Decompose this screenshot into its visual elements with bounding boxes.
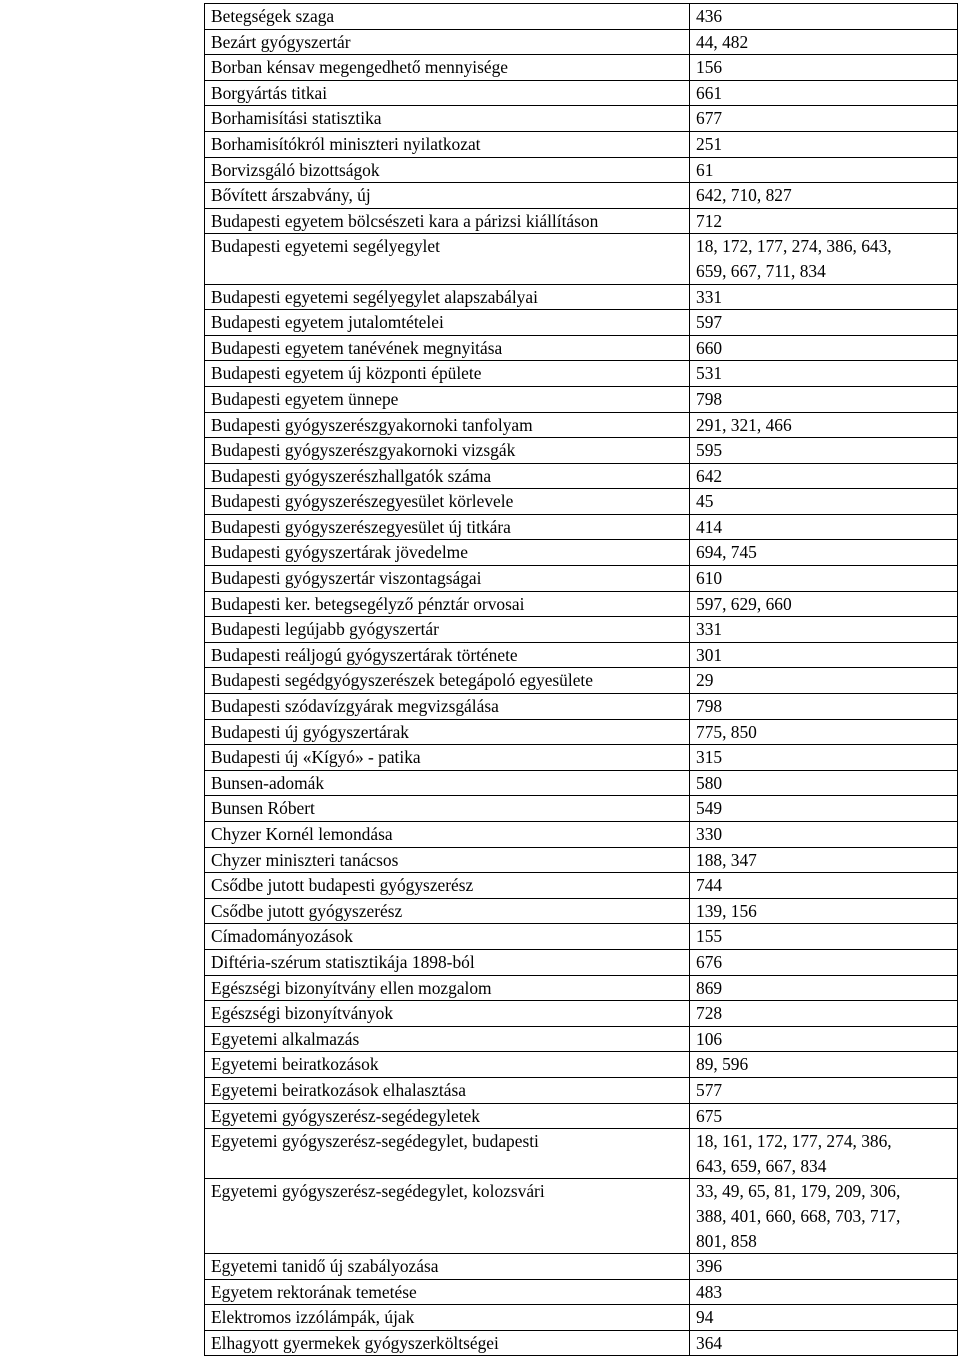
table-row: [205, 412, 958, 438]
page-references: 139, 156: [690, 898, 958, 924]
index-term: Csődbe jutott budapesti gyógyszerész: [205, 873, 690, 899]
index-term: Csődbe jutott gyógyszerész: [205, 898, 690, 924]
index-term: Bővített árszabvány, új: [205, 183, 690, 209]
page-references: 642: [690, 463, 958, 489]
page-references: 33, 49, 65, 81, 179, 209, 306, 388, 401, 660, 668, 703, 717, 801, 858: [690, 1179, 958, 1254]
index-term: Egyetemi gyógyszerész-segédegylet, kolozsvári: [205, 1179, 690, 1254]
index-table: [204, 3, 958, 1356]
table-row: [205, 4, 958, 30]
page-references: 677: [690, 106, 958, 132]
index-term: Borhamisítási statisztika: [205, 106, 690, 132]
index-term: Bezárt gyógyszertár: [205, 29, 690, 55]
index-term: Chyzer miniszteri tanácsos: [205, 847, 690, 873]
page-references: 610: [690, 566, 958, 592]
table-row: [205, 591, 958, 617]
index-term: Egyetemi gyógyszerész-segédegyletek: [205, 1103, 690, 1129]
page-references: 642, 710, 827: [690, 183, 958, 209]
table-row: [205, 796, 958, 822]
page-references: 396: [690, 1254, 958, 1280]
page-references: 291, 321, 466: [690, 412, 958, 438]
page-references: 597: [690, 310, 958, 336]
page-references: 694, 745: [690, 540, 958, 566]
index-term: Budapesti egyetemi segélyegylet alapszabályai: [205, 284, 690, 310]
page-references: 660: [690, 335, 958, 361]
table-row: [205, 1330, 958, 1356]
index-term: Borgyártás titkai: [205, 80, 690, 106]
table-row: [205, 566, 958, 592]
index-term: Budapesti legújabb gyógyszertár: [205, 617, 690, 643]
index-term: Budapesti szódavízgyárak megvizsgálása: [205, 694, 690, 720]
page-references: 45: [690, 489, 958, 515]
index-term: Budapesti egyetem ünnepe: [205, 386, 690, 412]
page-references: 331: [690, 284, 958, 310]
table-row: [205, 694, 958, 720]
table-row: [205, 157, 958, 183]
table-row: [205, 770, 958, 796]
table-row: [205, 489, 958, 515]
table-row: [205, 1129, 958, 1179]
page-references: 331: [690, 617, 958, 643]
index-term: Budapesti egyetem jutalomtételei: [205, 310, 690, 336]
table-row: [205, 1279, 958, 1305]
table-row: [205, 924, 958, 950]
index-body: [205, 4, 958, 1356]
table-row: [205, 131, 958, 157]
index-term: Budapesti egyetem bölcsészeti kara a párizsi kiállításon: [205, 208, 690, 234]
index-term: Budapesti gyógyszerészegyesület körlevele: [205, 489, 690, 515]
table-row: [205, 1077, 958, 1103]
page-references: 595: [690, 438, 958, 464]
index-term: Budapesti gyógyszertár viszontagságai: [205, 566, 690, 592]
table-row: [205, 975, 958, 1001]
page-references: 188, 347: [690, 847, 958, 873]
page-references: 577: [690, 1077, 958, 1103]
index-term: Budapesti gyógyszerészhallgatók száma: [205, 463, 690, 489]
table-row: [205, 873, 958, 899]
page-references: 89, 596: [690, 1052, 958, 1078]
page-references: 549: [690, 796, 958, 822]
page-references: 728: [690, 1001, 958, 1027]
index-term: Chyzer Kornél lemondása: [205, 822, 690, 848]
page-references: 597, 629, 660: [690, 591, 958, 617]
page-references: 676: [690, 949, 958, 975]
index-term: Bunsen-adomák: [205, 770, 690, 796]
index-term: Elhagyott gyermekek gyógyszerköltségei: [205, 1330, 690, 1356]
index-term: Budapesti segédgyógyszerészek betegápoló egyesülete: [205, 668, 690, 694]
index-term: Budapesti gyógyszertárak jövedelme: [205, 540, 690, 566]
page-references: 775, 850: [690, 719, 958, 745]
index-term: Budapesti gyógyszerészgyakornoki tanfolyam: [205, 412, 690, 438]
index-term: Egészségi bizonyítványok: [205, 1001, 690, 1027]
page-references: 798: [690, 386, 958, 412]
table-row: [205, 234, 958, 284]
index-term: Bunsen Róbert: [205, 796, 690, 822]
page-references: 414: [690, 514, 958, 540]
index-term: Budapesti ker. betegsegélyző pénztár orvosai: [205, 591, 690, 617]
table-row: [205, 208, 958, 234]
page-references: 29: [690, 668, 958, 694]
table-row: [205, 642, 958, 668]
page-references: 483: [690, 1279, 958, 1305]
index-term: Budapesti gyógyszerészgyakornoki vizsgák: [205, 438, 690, 464]
index-term: Budapesti gyógyszerészegyesület új titkára: [205, 514, 690, 540]
page-references: 155: [690, 924, 958, 950]
table-row: [205, 617, 958, 643]
index-term: Elektromos izzólámpák, újak: [205, 1305, 690, 1331]
table-row: [205, 1103, 958, 1129]
index-term: Budapesti új gyógyszertárak: [205, 719, 690, 745]
table-row: [205, 1026, 958, 1052]
page-references: 61: [690, 157, 958, 183]
page-references: 315: [690, 745, 958, 771]
table-row: [205, 438, 958, 464]
table-row: [205, 106, 958, 132]
index-term: Egyetemi alkalmazás: [205, 1026, 690, 1052]
page-references: 869: [690, 975, 958, 1001]
table-row: [205, 668, 958, 694]
index-term: Budapesti reáljogú gyógyszertárak története: [205, 642, 690, 668]
table-row: [205, 540, 958, 566]
table-row: [205, 335, 958, 361]
table-row: [205, 1254, 958, 1280]
page-references: 661: [690, 80, 958, 106]
page-references: 744: [690, 873, 958, 899]
page-references: 44, 482: [690, 29, 958, 55]
page-references: 156: [690, 55, 958, 81]
page-references: 580: [690, 770, 958, 796]
index-term: Budapesti új «Kígyó» - patika: [205, 745, 690, 771]
table-row: [205, 29, 958, 55]
table-row: [205, 55, 958, 81]
index-term: Egyetemi beiratkozások elhalasztása: [205, 1077, 690, 1103]
page-references: 18, 161, 172, 177, 274, 386, 643, 659, 667, 834: [690, 1129, 958, 1179]
index-term: Címadományozások: [205, 924, 690, 950]
table-row: [205, 80, 958, 106]
index-term: Egyetem rektorának temetése: [205, 1279, 690, 1305]
page-references: 712: [690, 208, 958, 234]
table-row: [205, 284, 958, 310]
index-term: Borvizsgáló bizottságok: [205, 157, 690, 183]
table-row: [205, 1052, 958, 1078]
table-row: [205, 183, 958, 209]
page-references: 301: [690, 642, 958, 668]
page-references: 106: [690, 1026, 958, 1052]
page-references: 436: [690, 4, 958, 30]
table-row: [205, 514, 958, 540]
page-references: 94: [690, 1305, 958, 1331]
index-term: Borhamisítókról miniszteri nyilatkozat: [205, 131, 690, 157]
index-term: Budapesti egyetem új központi épülete: [205, 361, 690, 387]
page-references: 675: [690, 1103, 958, 1129]
index-term: Egyetemi tanidő új szabályozása: [205, 1254, 690, 1280]
index-term: Diftéria-szérum statisztikája 1898-ból: [205, 949, 690, 975]
index-term: Egészségi bizonyítvány ellen mozgalom: [205, 975, 690, 1001]
table-row: [205, 847, 958, 873]
page-references: 18, 172, 177, 274, 386, 643, 659, 667, 711, 834: [690, 234, 958, 284]
index-term: Budapesti egyetem tanévének megnyitása: [205, 335, 690, 361]
index-term: Borban kénsav megengedhető mennyisége: [205, 55, 690, 81]
table-row: [205, 361, 958, 387]
page-references: 251: [690, 131, 958, 157]
index-term: Egyetemi beiratkozások: [205, 1052, 690, 1078]
page-references: 531: [690, 361, 958, 387]
table-row: [205, 898, 958, 924]
table-row: [205, 463, 958, 489]
table-row: [205, 386, 958, 412]
page-references: 798: [690, 694, 958, 720]
page-references: 364: [690, 1330, 958, 1356]
table-row: [205, 949, 958, 975]
page-references: 330: [690, 822, 958, 848]
table-row: [205, 1179, 958, 1254]
table-row: [205, 1001, 958, 1027]
table-row: [205, 822, 958, 848]
table-row: [205, 745, 958, 771]
table-row: [205, 719, 958, 745]
index-term: Betegségek szaga: [205, 4, 690, 30]
index-term: Budapesti egyetemi segélyegylet: [205, 234, 690, 284]
table-row: [205, 310, 958, 336]
index-term: Egyetemi gyógyszerész-segédegylet, budapesti: [205, 1129, 690, 1179]
